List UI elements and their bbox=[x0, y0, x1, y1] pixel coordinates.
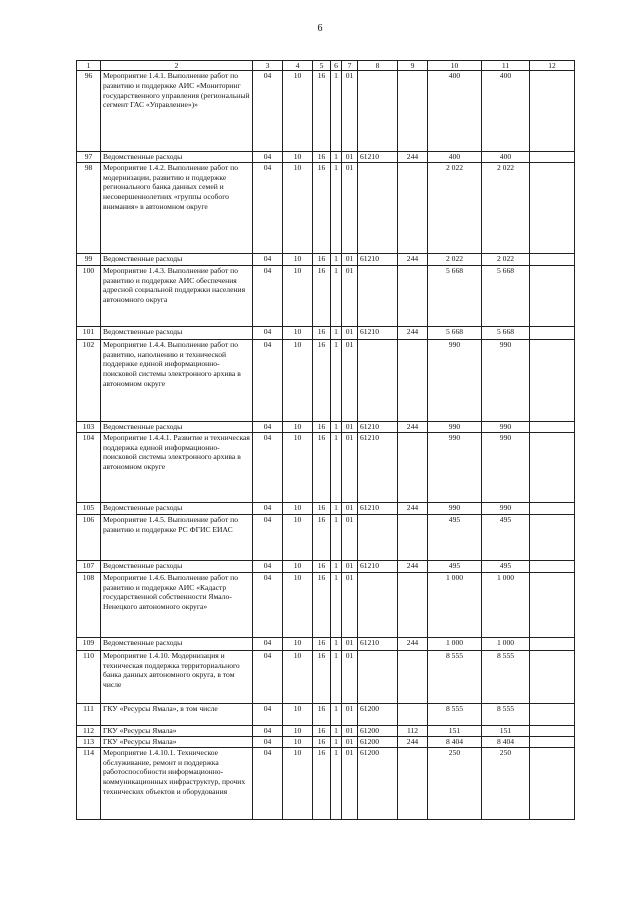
code-3-cell: 04 bbox=[253, 421, 283, 432]
code-5-cell: 16 bbox=[313, 421, 331, 432]
table-row bbox=[77, 650, 575, 703]
header-cell-12: 12 bbox=[530, 61, 575, 71]
code-6-cell: 1 bbox=[331, 572, 342, 637]
code-7-cell: 01 bbox=[342, 703, 358, 725]
name-cell: ГКУ «Ресурсы Ямала» bbox=[101, 736, 253, 747]
amount-12-cell bbox=[530, 339, 575, 421]
code-6-cell: 1 bbox=[331, 152, 342, 163]
code-9-cell: 112 bbox=[398, 725, 428, 736]
code-6-cell: 1 bbox=[331, 265, 342, 326]
code-5-cell: 16 bbox=[313, 502, 331, 514]
code-7-cell: 01 bbox=[342, 152, 358, 163]
amount-12-cell bbox=[530, 514, 575, 560]
header-cell-7: 7 bbox=[342, 61, 358, 71]
code-4-cell: 10 bbox=[283, 514, 313, 560]
code-8-cell: 61210 bbox=[358, 326, 398, 339]
table-body bbox=[77, 71, 575, 820]
code-3-cell: 04 bbox=[253, 650, 283, 703]
code-3-cell: 04 bbox=[253, 703, 283, 725]
code-8-cell: 61210 bbox=[358, 152, 398, 163]
code-9-cell: 244 bbox=[398, 502, 428, 514]
code-8-cell: 61210 bbox=[358, 432, 398, 502]
code-6-cell: 1 bbox=[331, 162, 342, 253]
amount-11-cell: 8 555 bbox=[482, 703, 530, 725]
row-number-cell: 97 bbox=[77, 152, 101, 163]
code-9-cell bbox=[398, 432, 428, 502]
code-7-cell: 01 bbox=[342, 725, 358, 736]
table-row bbox=[77, 514, 575, 560]
row-number-cell: 112 bbox=[77, 725, 101, 736]
code-9-cell bbox=[398, 514, 428, 560]
code-9-cell bbox=[398, 339, 428, 421]
code-3-cell: 04 bbox=[253, 502, 283, 514]
code-5-cell: 16 bbox=[313, 560, 331, 572]
code-6-cell: 1 bbox=[331, 725, 342, 736]
code-4-cell: 10 bbox=[283, 326, 313, 339]
amount-11-cell: 1 000 bbox=[482, 637, 530, 650]
amount-10-cell: 5 668 bbox=[428, 326, 482, 339]
amount-11-cell: 495 bbox=[482, 560, 530, 572]
code-8-cell: 61200 bbox=[358, 736, 398, 747]
amount-12-cell bbox=[530, 560, 575, 572]
row-number-cell: 101 bbox=[77, 326, 101, 339]
amount-12-cell bbox=[530, 747, 575, 819]
code-6-cell: 1 bbox=[331, 421, 342, 432]
code-9-cell bbox=[398, 265, 428, 326]
row-number-cell: 111 bbox=[77, 703, 101, 725]
code-5-cell: 16 bbox=[313, 71, 331, 152]
name-cell: Мероприятие 1.4.4.1. Развитие и техническая поддержка единой информационно-поисковой системы электронного архива в автономном округе bbox=[101, 432, 253, 502]
code-7-cell: 01 bbox=[342, 650, 358, 703]
code-6-cell: 1 bbox=[331, 326, 342, 339]
name-cell: Мероприятие 1.4.4. Выполнение работ по развитию, наполнению и технической поддержке единой информационно-поисковой системы электронного архива в автономном округе bbox=[101, 339, 253, 421]
name-cell: Ведомственные расходы bbox=[101, 421, 253, 432]
table-row bbox=[77, 432, 575, 502]
code-8-cell: 61200 bbox=[358, 703, 398, 725]
row-number-cell: 110 bbox=[77, 650, 101, 703]
code-6-cell: 1 bbox=[331, 747, 342, 819]
code-5-cell: 16 bbox=[313, 514, 331, 560]
amount-10-cell: 990 bbox=[428, 432, 482, 502]
row-number-cell: 100 bbox=[77, 265, 101, 326]
amount-12-cell bbox=[530, 736, 575, 747]
code-5-cell: 16 bbox=[313, 432, 331, 502]
header-cell-4: 4 bbox=[283, 61, 313, 71]
amount-12-cell bbox=[530, 162, 575, 253]
code-9-cell: 244 bbox=[398, 560, 428, 572]
row-number-cell: 108 bbox=[77, 572, 101, 637]
amount-10-cell: 8 555 bbox=[428, 703, 482, 725]
amount-10-cell: 8 555 bbox=[428, 650, 482, 703]
code-8-cell bbox=[358, 650, 398, 703]
code-3-cell: 04 bbox=[253, 747, 283, 819]
amount-11-cell: 8 404 bbox=[482, 736, 530, 747]
code-4-cell: 10 bbox=[283, 265, 313, 326]
amount-10-cell: 5 668 bbox=[428, 265, 482, 326]
code-5-cell: 16 bbox=[313, 703, 331, 725]
header-cell-2: 2 bbox=[101, 61, 253, 71]
name-cell: Ведомственные расходы bbox=[101, 560, 253, 572]
amount-11-cell: 495 bbox=[482, 514, 530, 560]
page-number: 6 bbox=[317, 23, 323, 34]
table-row bbox=[77, 162, 575, 253]
amount-10-cell: 400 bbox=[428, 152, 482, 163]
name-cell: Мероприятие 1.4.6. Выполнение работ по развитию и поддержке АИС «Кадастр государственной собственности Ямало-Ненецкого автономного округа» bbox=[101, 572, 253, 637]
code-7-cell: 01 bbox=[342, 421, 358, 432]
code-9-cell: 244 bbox=[398, 736, 428, 747]
code-5-cell: 16 bbox=[313, 572, 331, 637]
code-4-cell: 10 bbox=[283, 637, 313, 650]
code-3-cell: 04 bbox=[253, 152, 283, 163]
amount-12-cell bbox=[530, 265, 575, 326]
code-5-cell: 16 bbox=[313, 152, 331, 163]
code-7-cell: 01 bbox=[342, 339, 358, 421]
code-4-cell: 10 bbox=[283, 703, 313, 725]
code-7-cell: 01 bbox=[342, 432, 358, 502]
code-9-cell: 244 bbox=[398, 152, 428, 163]
amount-10-cell: 2 022 bbox=[428, 162, 482, 253]
code-4-cell: 10 bbox=[283, 560, 313, 572]
code-8-cell bbox=[358, 71, 398, 152]
code-8-cell: 61200 bbox=[358, 725, 398, 736]
code-9-cell: 244 bbox=[398, 637, 428, 650]
code-8-cell: 61210 bbox=[358, 253, 398, 265]
table-row bbox=[77, 502, 575, 514]
code-3-cell: 04 bbox=[253, 560, 283, 572]
amount-10-cell: 990 bbox=[428, 421, 482, 432]
code-5-cell: 16 bbox=[313, 637, 331, 650]
code-9-cell bbox=[398, 162, 428, 253]
name-cell: ГКУ «Ресурсы Ямала», в том числе bbox=[101, 703, 253, 725]
header-cell-9: 9 bbox=[398, 61, 428, 71]
row-number-cell: 107 bbox=[77, 560, 101, 572]
amount-12-cell bbox=[530, 725, 575, 736]
name-cell: Мероприятие 1.4.2. Выполнение работ по модернизации, развитию и поддержке регионального банка данных семей и несовершеннолетних «группы особого внимания» в автономном округе bbox=[101, 162, 253, 253]
code-6-cell: 1 bbox=[331, 71, 342, 152]
code-8-cell bbox=[358, 572, 398, 637]
table-row bbox=[77, 421, 575, 432]
code-4-cell: 10 bbox=[283, 747, 313, 819]
code-6-cell: 1 bbox=[331, 514, 342, 560]
code-4-cell: 10 bbox=[283, 502, 313, 514]
code-7-cell: 01 bbox=[342, 747, 358, 819]
amount-10-cell: 1 000 bbox=[428, 572, 482, 637]
header-cell-5: 5 bbox=[313, 61, 331, 71]
code-5-cell: 16 bbox=[313, 162, 331, 253]
code-4-cell: 10 bbox=[283, 421, 313, 432]
header-cell-1: 1 bbox=[77, 61, 101, 71]
code-6-cell: 1 bbox=[331, 650, 342, 703]
code-4-cell: 10 bbox=[283, 725, 313, 736]
code-6-cell: 1 bbox=[331, 637, 342, 650]
code-5-cell: 16 bbox=[313, 725, 331, 736]
code-6-cell: 1 bbox=[331, 560, 342, 572]
amount-12-cell bbox=[530, 637, 575, 650]
code-3-cell: 04 bbox=[253, 736, 283, 747]
amount-12-cell bbox=[530, 502, 575, 514]
table-row bbox=[77, 339, 575, 421]
code-3-cell: 04 bbox=[253, 572, 283, 637]
code-3-cell: 04 bbox=[253, 514, 283, 560]
name-cell: ГКУ «Ресурсы Ямала» bbox=[101, 725, 253, 736]
code-7-cell: 01 bbox=[342, 514, 358, 560]
amount-11-cell: 5 668 bbox=[482, 326, 530, 339]
amount-12-cell bbox=[530, 703, 575, 725]
row-number-cell: 109 bbox=[77, 637, 101, 650]
code-8-cell bbox=[358, 514, 398, 560]
name-cell: Ведомственные расходы bbox=[101, 502, 253, 514]
amount-11-cell: 990 bbox=[482, 339, 530, 421]
code-4-cell: 10 bbox=[283, 339, 313, 421]
row-number-cell: 99 bbox=[77, 253, 101, 265]
table-row bbox=[77, 71, 575, 152]
code-3-cell: 04 bbox=[253, 162, 283, 253]
code-7-cell: 01 bbox=[342, 560, 358, 572]
table-row bbox=[77, 326, 575, 339]
amount-11-cell: 2 022 bbox=[482, 253, 530, 265]
name-cell: Мероприятие 1.4.1. Выполнение работ по развитию и поддержке АИС «Мониторинг государственного управления (региональный сегмент ГАС «Управление»)» bbox=[101, 71, 253, 152]
code-5-cell: 16 bbox=[313, 736, 331, 747]
code-6-cell: 1 bbox=[331, 339, 342, 421]
code-3-cell: 04 bbox=[253, 339, 283, 421]
code-3-cell: 04 bbox=[253, 326, 283, 339]
name-cell: Ведомственные расходы bbox=[101, 253, 253, 265]
code-5-cell: 16 bbox=[313, 650, 331, 703]
code-5-cell: 16 bbox=[313, 747, 331, 819]
code-6-cell: 1 bbox=[331, 502, 342, 514]
name-cell: Мероприятие 1.4.3. Выполнение работ по развитию и поддержке АИС обеспечения адресной социальной поддержки населения автономного округа bbox=[101, 265, 253, 326]
code-8-cell bbox=[358, 162, 398, 253]
code-7-cell: 01 bbox=[342, 637, 358, 650]
code-9-cell: 244 bbox=[398, 253, 428, 265]
amount-12-cell bbox=[530, 326, 575, 339]
amount-11-cell: 1 000 bbox=[482, 572, 530, 637]
code-5-cell: 16 bbox=[313, 253, 331, 265]
header-cell-6: 6 bbox=[331, 61, 342, 71]
code-6-cell: 1 bbox=[331, 432, 342, 502]
code-4-cell: 10 bbox=[283, 650, 313, 703]
header-cell-10: 10 bbox=[428, 61, 482, 71]
amount-12-cell bbox=[530, 152, 575, 163]
code-9-cell bbox=[398, 703, 428, 725]
code-3-cell: 04 bbox=[253, 265, 283, 326]
code-9-cell: 244 bbox=[398, 421, 428, 432]
table-row bbox=[77, 572, 575, 637]
table-row bbox=[77, 703, 575, 725]
amount-11-cell: 400 bbox=[482, 152, 530, 163]
code-7-cell: 01 bbox=[342, 572, 358, 637]
code-4-cell: 10 bbox=[283, 71, 313, 152]
table-row bbox=[77, 253, 575, 265]
table-row bbox=[77, 637, 575, 650]
row-number-cell: 113 bbox=[77, 736, 101, 747]
amount-10-cell: 400 bbox=[428, 71, 482, 152]
amount-11-cell: 990 bbox=[482, 432, 530, 502]
header-cell-8: 8 bbox=[358, 61, 398, 71]
name-cell: Ведомственные расходы bbox=[101, 152, 253, 163]
amount-10-cell: 495 bbox=[428, 514, 482, 560]
table-row bbox=[77, 725, 575, 736]
amount-12-cell bbox=[530, 253, 575, 265]
code-4-cell: 10 bbox=[283, 253, 313, 265]
row-number-cell: 96 bbox=[77, 71, 101, 152]
code-7-cell: 01 bbox=[342, 265, 358, 326]
code-3-cell: 04 bbox=[253, 637, 283, 650]
code-7-cell: 01 bbox=[342, 71, 358, 152]
code-5-cell: 16 bbox=[313, 265, 331, 326]
code-7-cell: 01 bbox=[342, 326, 358, 339]
code-8-cell: 61210 bbox=[358, 421, 398, 432]
code-8-cell: 61210 bbox=[358, 637, 398, 650]
amount-11-cell: 8 555 bbox=[482, 650, 530, 703]
amount-10-cell: 495 bbox=[428, 560, 482, 572]
code-5-cell: 16 bbox=[313, 339, 331, 421]
amount-11-cell: 5 668 bbox=[482, 265, 530, 326]
name-cell: Мероприятие 1.4.5. Выполнение работ по развитию и поддержке РС ФГИС ЕИАС bbox=[101, 514, 253, 560]
table-row bbox=[77, 560, 575, 572]
code-4-cell: 10 bbox=[283, 736, 313, 747]
table-row bbox=[77, 747, 575, 819]
code-9-cell bbox=[398, 71, 428, 152]
amount-10-cell: 8 404 bbox=[428, 736, 482, 747]
name-cell: Ведомственные расходы bbox=[101, 637, 253, 650]
amount-12-cell bbox=[530, 432, 575, 502]
code-4-cell: 10 bbox=[283, 432, 313, 502]
code-8-cell: 61210 bbox=[358, 560, 398, 572]
amount-10-cell: 2 022 bbox=[428, 253, 482, 265]
amount-12-cell bbox=[530, 572, 575, 637]
code-7-cell: 01 bbox=[342, 736, 358, 747]
amount-10-cell: 250 bbox=[428, 747, 482, 819]
code-8-cell: 61210 bbox=[358, 502, 398, 514]
name-cell: Ведомственные расходы bbox=[101, 326, 253, 339]
code-3-cell: 04 bbox=[253, 253, 283, 265]
amount-11-cell: 151 bbox=[482, 725, 530, 736]
header-cell-3: 3 bbox=[253, 61, 283, 71]
code-8-cell bbox=[358, 265, 398, 326]
row-number-cell: 106 bbox=[77, 514, 101, 560]
table-row bbox=[77, 152, 575, 163]
code-4-cell: 10 bbox=[283, 162, 313, 253]
name-cell: Мероприятие 1.4.10. Модернизация и техническая поддержка территориального банка данных автономного округа, в том числе bbox=[101, 650, 253, 703]
code-9-cell bbox=[398, 747, 428, 819]
amount-10-cell: 1 000 bbox=[428, 637, 482, 650]
code-6-cell: 1 bbox=[331, 703, 342, 725]
amount-11-cell: 990 bbox=[482, 502, 530, 514]
code-3-cell: 04 bbox=[253, 71, 283, 152]
code-9-cell: 244 bbox=[398, 326, 428, 339]
budget-table bbox=[76, 60, 575, 820]
table-row bbox=[77, 736, 575, 747]
row-number-cell: 103 bbox=[77, 421, 101, 432]
amount-12-cell bbox=[530, 421, 575, 432]
amount-11-cell: 400 bbox=[482, 71, 530, 152]
amount-10-cell: 151 bbox=[428, 725, 482, 736]
row-number-cell: 102 bbox=[77, 339, 101, 421]
code-3-cell: 04 bbox=[253, 725, 283, 736]
code-6-cell: 1 bbox=[331, 736, 342, 747]
amount-10-cell: 990 bbox=[428, 339, 482, 421]
code-7-cell: 01 bbox=[342, 502, 358, 514]
code-3-cell: 04 bbox=[253, 432, 283, 502]
code-4-cell: 10 bbox=[283, 572, 313, 637]
table-row bbox=[77, 265, 575, 326]
code-6-cell: 1 bbox=[331, 253, 342, 265]
code-4-cell: 10 bbox=[283, 152, 313, 163]
header-row bbox=[77, 61, 575, 71]
header-cell-11: 11 bbox=[482, 61, 530, 71]
amount-12-cell bbox=[530, 650, 575, 703]
amount-11-cell: 990 bbox=[482, 421, 530, 432]
amount-11-cell: 250 bbox=[482, 747, 530, 819]
amount-10-cell: 990 bbox=[428, 502, 482, 514]
name-cell: Мероприятие 1.4.10.1. Техническое обслуживание, ремонт и поддержка работоспособности информационно-коммуникационных инфраструктур, прочих технических объектов и оборудования bbox=[101, 747, 253, 819]
code-8-cell bbox=[358, 339, 398, 421]
code-9-cell bbox=[398, 572, 428, 637]
code-7-cell: 01 bbox=[342, 162, 358, 253]
row-number-cell: 114 bbox=[77, 747, 101, 819]
code-5-cell: 16 bbox=[313, 326, 331, 339]
code-8-cell: 61200 bbox=[358, 747, 398, 819]
row-number-cell: 98 bbox=[77, 162, 101, 253]
amount-11-cell: 2 022 bbox=[482, 162, 530, 253]
code-9-cell bbox=[398, 650, 428, 703]
row-number-cell: 104 bbox=[77, 432, 101, 502]
amount-12-cell bbox=[530, 71, 575, 152]
code-7-cell: 01 bbox=[342, 253, 358, 265]
row-number-cell: 105 bbox=[77, 502, 101, 514]
